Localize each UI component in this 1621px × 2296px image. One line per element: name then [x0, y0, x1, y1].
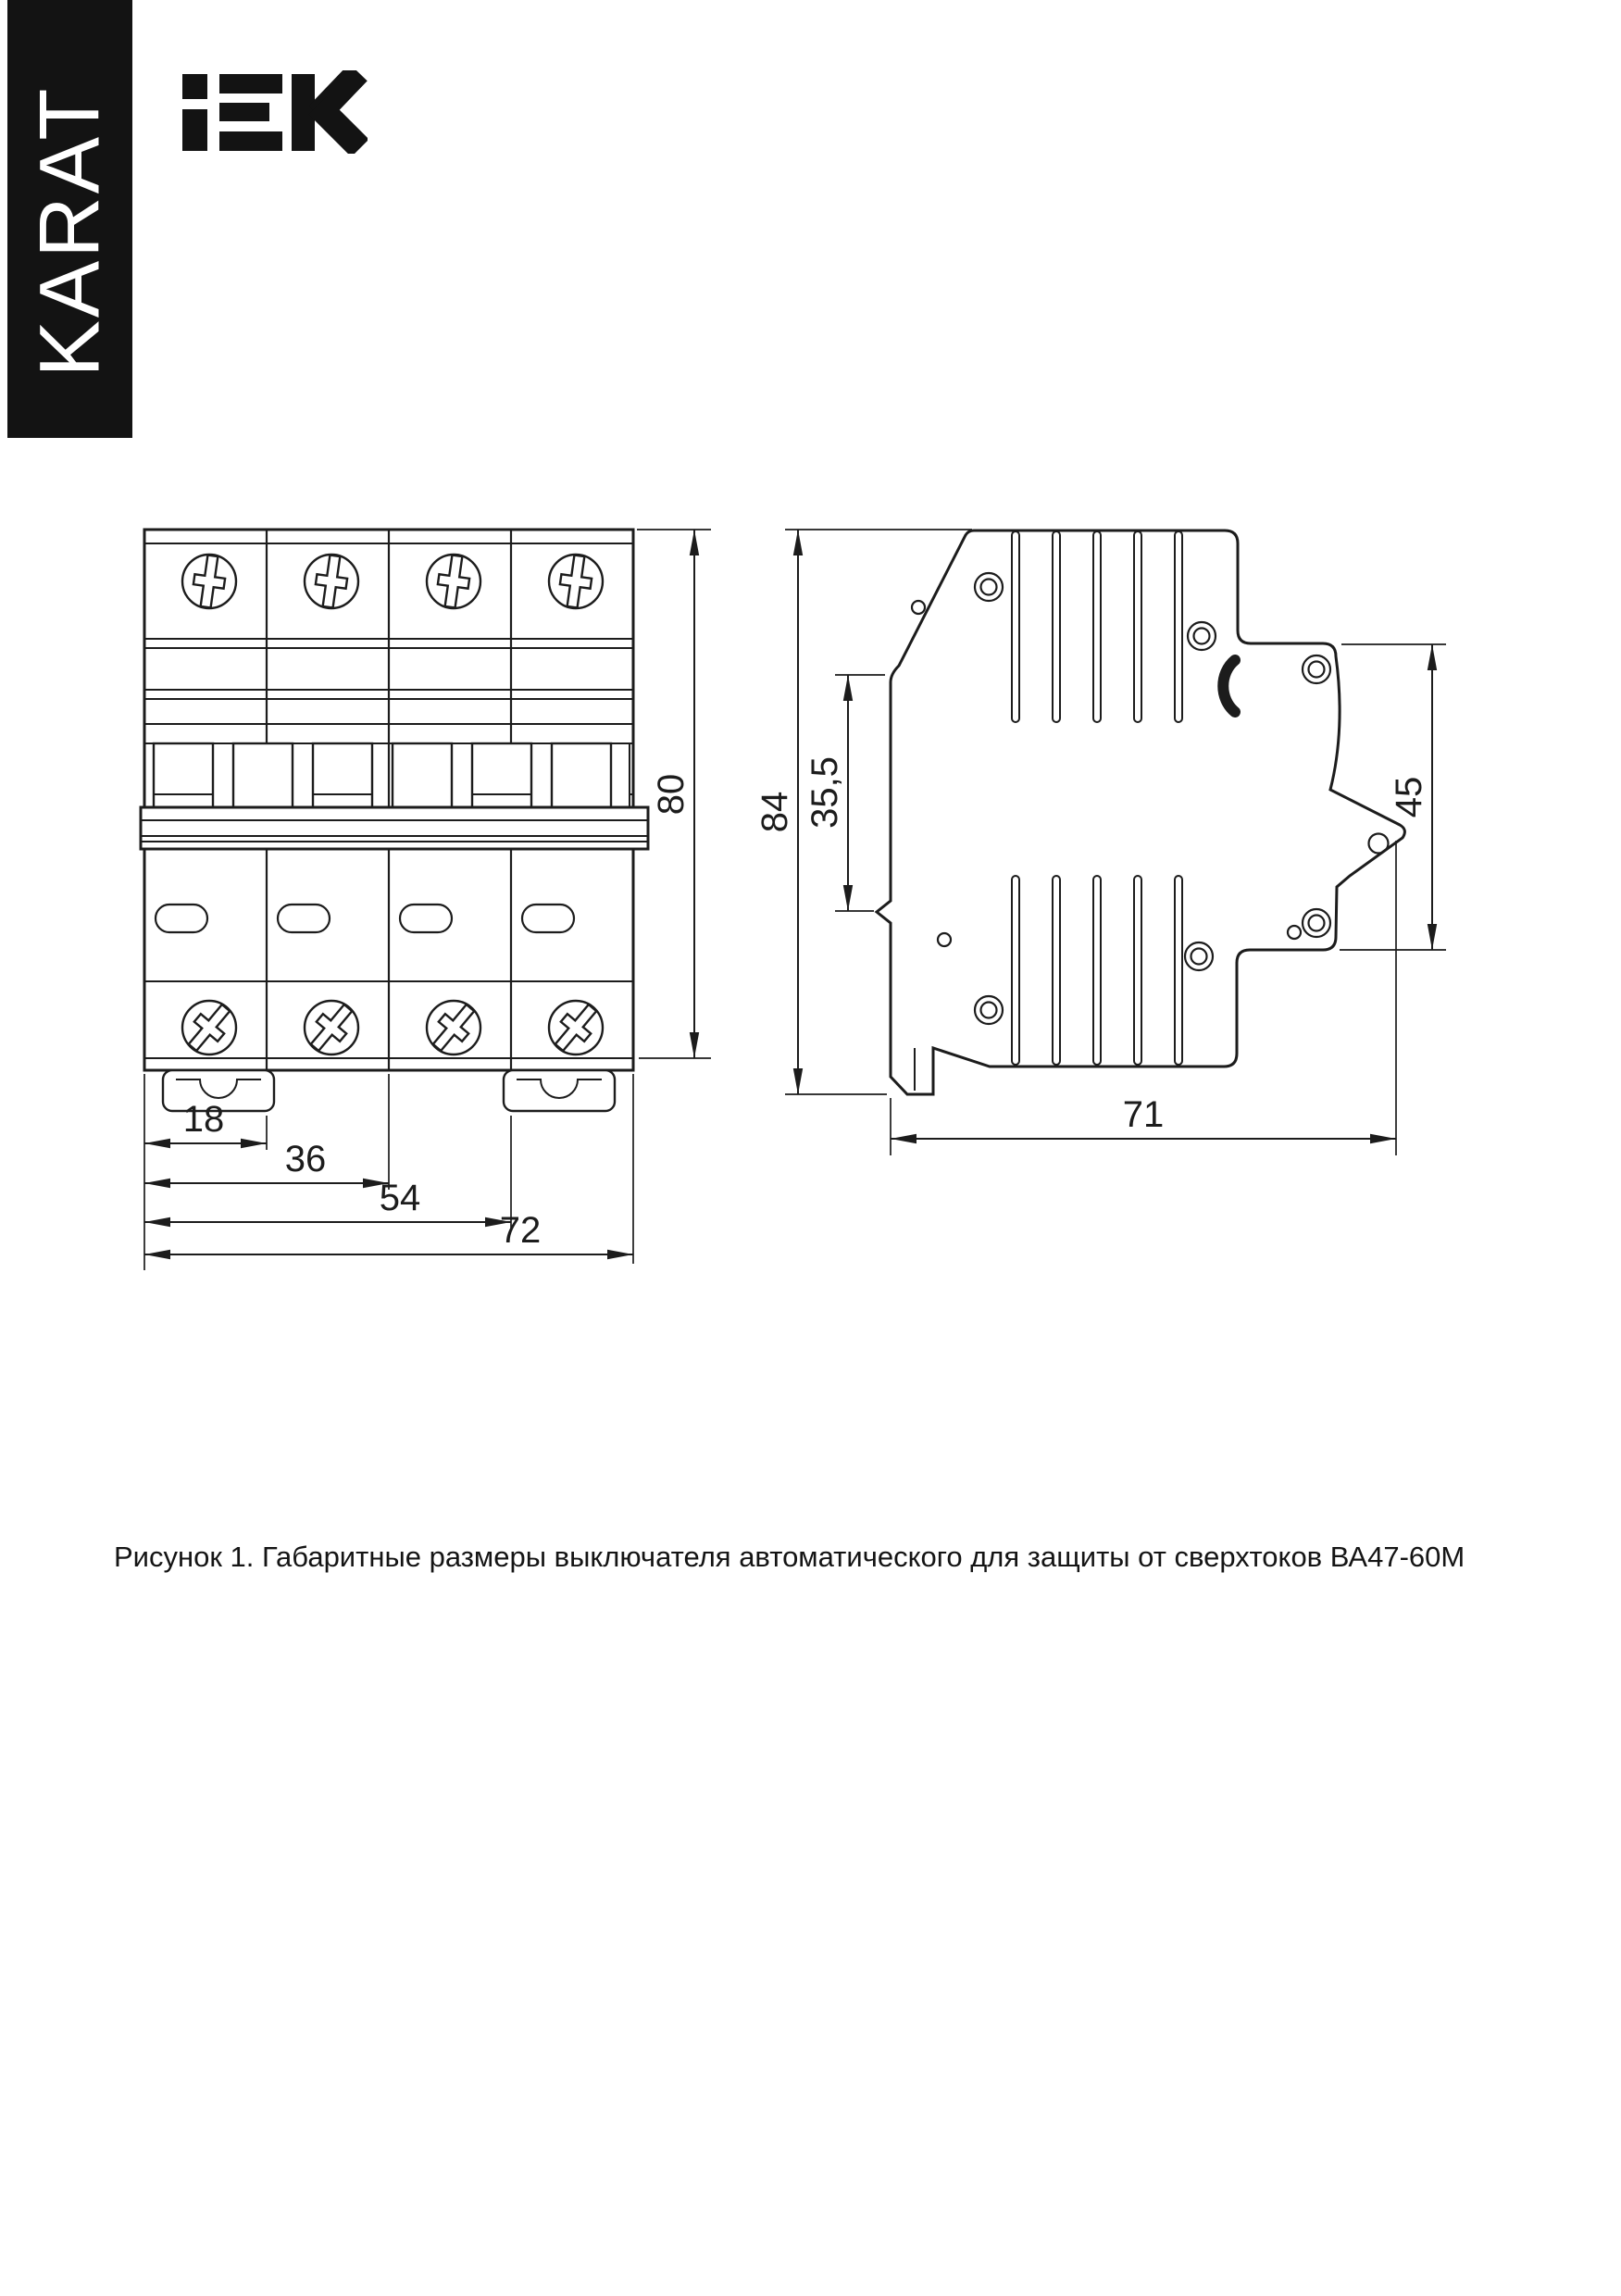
front-view	[141, 530, 648, 1111]
handle-tie-bar	[141, 807, 648, 849]
dim-label-72: 72	[499, 1210, 542, 1251]
dim-label-18: 18	[182, 1099, 225, 1140]
dim-label-71: 71	[1122, 1094, 1165, 1135]
figure-caption: Рисунок 1. Габаритные размеры выключателя автоматического для защиты от сверхтоков ВА47-60М	[114, 1541, 1465, 1573]
dim-label-54: 54	[379, 1178, 421, 1218]
brand-series-label: KARAT	[22, 85, 117, 378]
dim-label-36: 36	[284, 1139, 327, 1179]
dim-label-35-5: 35,5	[804, 756, 845, 829]
side-view	[877, 530, 1404, 1094]
dim-label-80: 80	[651, 773, 692, 816]
dim-label-45: 45	[1389, 776, 1429, 818]
dim-label-84: 84	[754, 791, 795, 833]
